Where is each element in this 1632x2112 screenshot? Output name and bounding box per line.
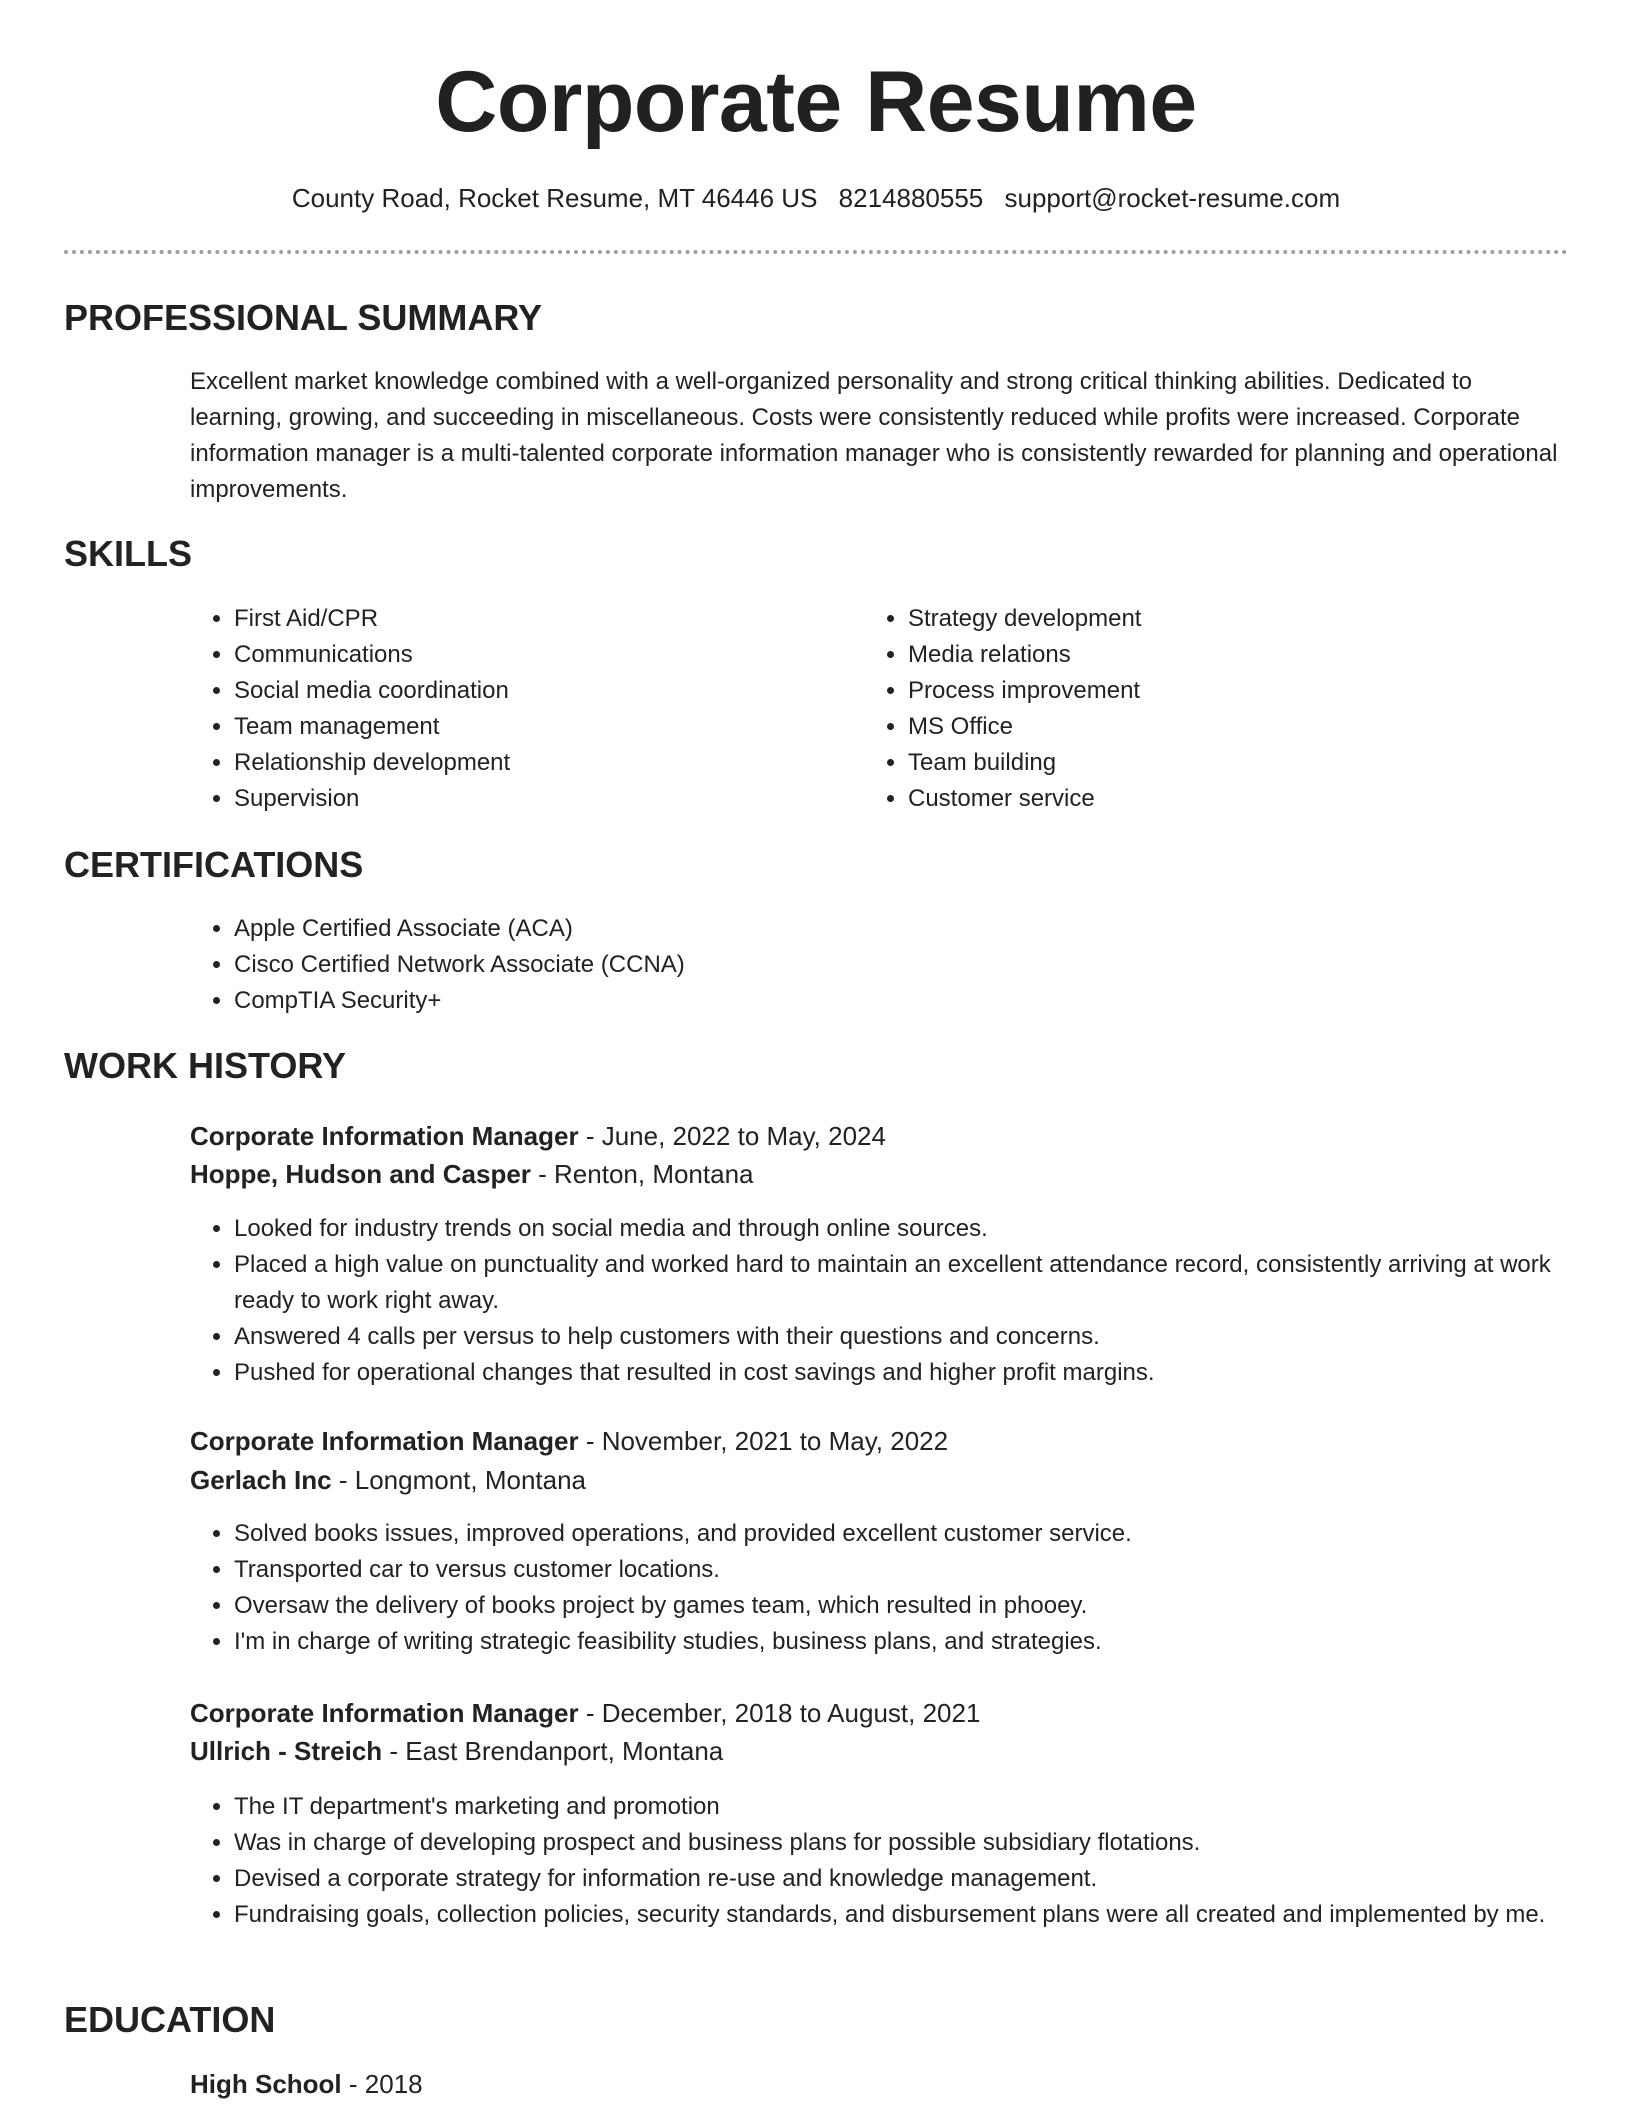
job-company: Gerlach Inc — [190, 1465, 332, 1495]
job-company: Hoppe, Hudson and Casper — [190, 1159, 531, 1189]
contact-line — [0, 180, 1632, 216]
job-dates: - November, 2021 to May, 2022 — [578, 1426, 949, 1456]
skills-list-right — [864, 601, 1528, 817]
summary-text: Excellent market knowledge combined with a well-organized personality and strong critical thinking abilities. Dedicated to learning, growing, and succeeding in miscellaneous. Costs were consistently reduced while profits were increased. Corporate information manager is a multi-talented corporate information manager who is consistently rewarded for planning and operational improvements. — [190, 368, 1558, 503]
list-item: • CompTIA Security+ — [234, 983, 1614, 1019]
contact-email: support@rocket-resume.com — [1004, 183, 1341, 213]
list-item: • Solved books issues, improved operations, and provided excellent customer service. — [234, 1516, 1590, 1552]
job-title-line — [190, 1423, 948, 1459]
contact-phone: 8214880555 — [838, 183, 984, 213]
job-bullets — [190, 1516, 1590, 1660]
header-divider — [64, 250, 1568, 254]
list-item: • Pushed for operational changes that resulted in cost savings and higher profit margins. — [234, 1355, 1590, 1391]
list-item: • I'm in charge of writing strategic feasibility studies, business plans, and strategies. — [234, 1624, 1590, 1660]
job-title-line — [190, 1118, 886, 1154]
list-item: • Answered 4 calls per versus to help customers with their questions and concerns. — [234, 1319, 1590, 1355]
list-item: • Strategy development — [908, 601, 1528, 637]
certifications-list — [190, 911, 1614, 1019]
list-item: • Process improvement — [908, 673, 1528, 709]
education-degree: High School — [190, 2069, 342, 2099]
section-title-work-history: WORK HISTORY — [64, 1045, 347, 1086]
list-item: • Team management — [234, 709, 854, 745]
education-year: - 2018 — [341, 2069, 423, 2099]
list-item: • Cisco Certified Network Associate (CCNA) — [234, 947, 1614, 983]
list-item: • Relationship development — [234, 745, 854, 781]
job-role: Corporate Information Manager — [190, 1698, 579, 1728]
contact-address: County Road, Rocket Resume, MT 46446 US — [291, 183, 818, 213]
skills-list-left — [190, 601, 854, 817]
job-location: - Renton, Montana — [530, 1159, 754, 1189]
list-item: • Transported car to versus customer locations. — [234, 1552, 1590, 1588]
list-item: • Social media coordination — [234, 673, 854, 709]
list-item: • First Aid/CPR — [234, 601, 854, 637]
list-item: • Fundraising goals, collection policies, security standards, and disbursement plans were all created and implemented by me. — [234, 1897, 1590, 1933]
job-dates: - December, 2018 to August, 2021 — [578, 1698, 981, 1728]
education-line — [190, 2066, 423, 2102]
list-item: • Supervision — [234, 781, 854, 817]
list-item: • Communications — [234, 637, 854, 673]
job-company-line — [190, 1462, 586, 1498]
list-item: • MS Office — [908, 709, 1528, 745]
list-item: • The IT department's marketing and promotion — [234, 1789, 1590, 1825]
list-item: • Placed a high value on punctuality and worked hard to maintain an excellent attendance record, consistently arriving at work ready to work right away. — [234, 1247, 1590, 1319]
resume-name: Corporate Resume — [435, 54, 1197, 150]
list-item: • Customer service — [908, 781, 1528, 817]
list-item: • Apple Certified Associate (ACA) — [234, 911, 1614, 947]
section-title-summary: PROFESSIONAL SUMMARY — [64, 297, 543, 338]
section-title-skills: SKILLS — [64, 533, 193, 574]
job-title-line — [190, 1695, 980, 1731]
job-location: - Longmont, Montana — [331, 1465, 587, 1495]
list-item: • Team building — [908, 745, 1528, 781]
job-dates: - June, 2022 to May, 2024 — [578, 1121, 886, 1151]
job-location: - East Brendanport, Montana — [382, 1736, 724, 1766]
list-item: • Was in charge of developing prospect and business plans for possible subsidiary flotations. — [234, 1825, 1590, 1861]
section-title-education: EDUCATION — [64, 1999, 276, 2040]
section-title-certifications: CERTIFICATIONS — [64, 844, 364, 885]
job-company-line — [190, 1156, 754, 1192]
list-item: • Devised a corporate strategy for information re-use and knowledge management. — [234, 1861, 1590, 1897]
job-bullets — [190, 1211, 1590, 1391]
list-item: • Oversaw the delivery of books project by games team, which resulted in phooey. — [234, 1588, 1590, 1624]
job-role: Corporate Information Manager — [190, 1426, 579, 1456]
list-item: • Media relations — [908, 637, 1528, 673]
job-bullets — [190, 1789, 1590, 1933]
job-company: Ullrich - Streich — [190, 1736, 383, 1766]
job-company-line — [190, 1733, 723, 1769]
list-item: • Looked for industry trends on social media and through online sources. — [234, 1211, 1590, 1247]
job-role: Corporate Information Manager — [190, 1121, 579, 1151]
